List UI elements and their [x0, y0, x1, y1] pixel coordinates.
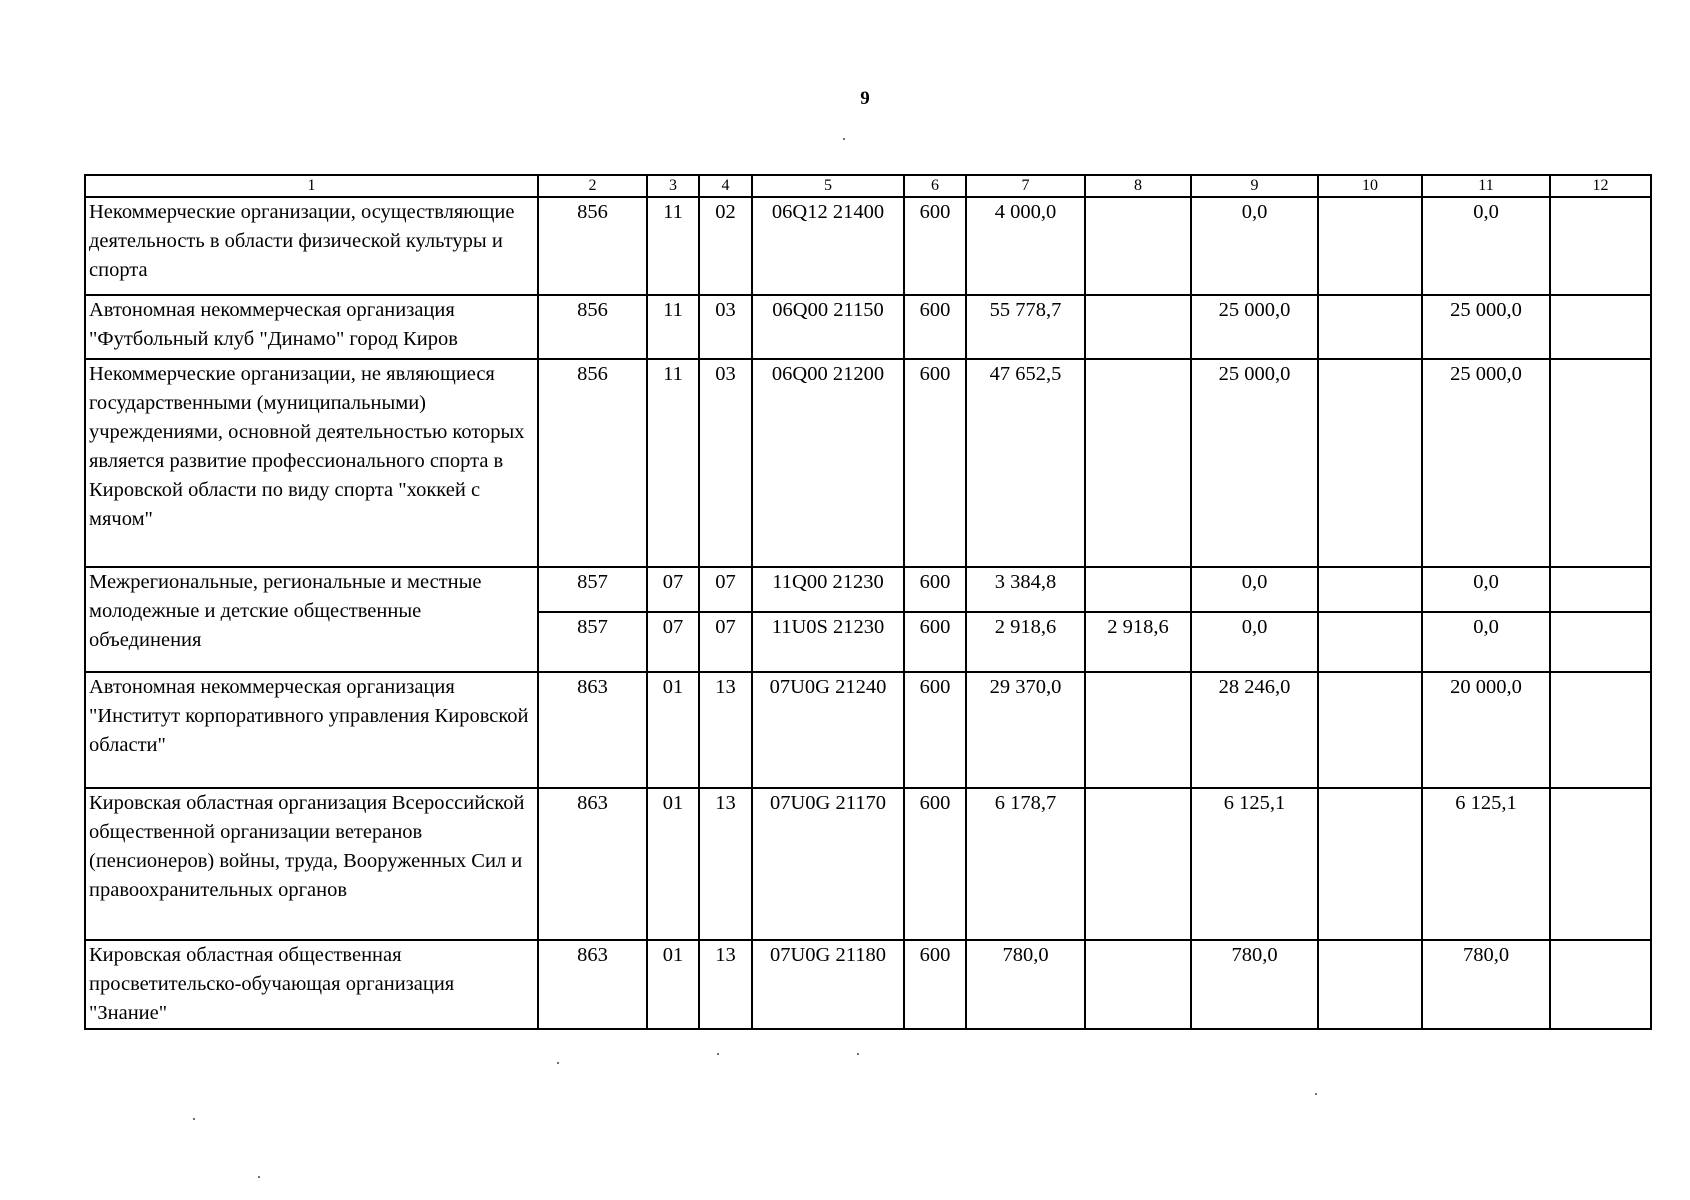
table-cell: 3 384,8: [966, 567, 1085, 612]
table-cell: 0,0: [1191, 567, 1318, 612]
table-cell: 03: [699, 295, 752, 359]
scan-speck: [857, 1053, 859, 1055]
scan-speck: [557, 1062, 559, 1064]
column-header: 11: [1422, 175, 1550, 197]
table-cell: 6 125,1: [1191, 788, 1318, 940]
table-cell: 07: [647, 567, 699, 612]
table-cell: 600: [904, 672, 966, 788]
table-cell: 06Q00 21150: [752, 295, 904, 359]
table-cell: 600: [904, 295, 966, 359]
table-cell: [1550, 788, 1651, 940]
table-cell: 863: [538, 940, 647, 1029]
organization-name: Кировская областная организация Всероссийской общественной организации ветеранов (пенсионеров) войны, труда, Вооруженных Сил и правоохранительных органов: [85, 788, 538, 940]
table-cell: [1085, 197, 1191, 295]
table-cell: 0,0: [1422, 612, 1550, 672]
table-cell: [1318, 197, 1422, 295]
budget-table: [84, 174, 1652, 1030]
organization-name: Кировская областная общественная просветительско-обучающая организация "Знание": [85, 940, 538, 1029]
column-header: 6: [904, 175, 966, 197]
table-cell: 863: [538, 788, 647, 940]
table-cell: 2 918,6: [1085, 612, 1191, 672]
organization-name: Автономная некоммерческая организация "Институт корпоративного управления Кировской области": [85, 672, 538, 788]
table-row: [85, 359, 1651, 567]
table-cell: 07U0G 21170: [752, 788, 904, 940]
table-cell: 06Q00 21200: [752, 359, 904, 567]
table-cell: [1318, 612, 1422, 672]
column-header: 1: [85, 175, 538, 197]
table-cell: [1318, 359, 1422, 567]
table-cell: 857: [538, 612, 647, 672]
table-cell: [1318, 295, 1422, 359]
table-cell: 07: [647, 612, 699, 672]
column-header: 4: [699, 175, 752, 197]
column-header: 5: [752, 175, 904, 197]
table-cell: [1318, 788, 1422, 940]
organization-name: Некоммерческие организации, осуществляющие деятельность в области физической культуры и спорта: [85, 197, 538, 295]
table-cell: 600: [904, 612, 966, 672]
table-cell: [1550, 197, 1651, 295]
table-cell: 856: [538, 295, 647, 359]
table-cell: [1550, 612, 1651, 672]
table-cell: [1085, 295, 1191, 359]
table-cell: 07U0G 21180: [752, 940, 904, 1029]
table-cell: 01: [647, 672, 699, 788]
table-row: [85, 295, 1651, 359]
scan-speck: [843, 138, 845, 140]
table-cell: [1085, 567, 1191, 612]
table-cell: [1550, 359, 1651, 567]
table-cell: 07: [699, 612, 752, 672]
column-header: 9: [1191, 175, 1318, 197]
scan-speck: [717, 1053, 719, 1055]
table-row: [85, 940, 1651, 1029]
table-cell: 13: [699, 672, 752, 788]
table-cell: 55 778,7: [966, 295, 1085, 359]
table-cell: [1550, 295, 1651, 359]
table-cell: 0,0: [1422, 567, 1550, 612]
scan-speck: [1315, 1093, 1317, 1095]
table-cell: 02: [699, 197, 752, 295]
table-cell: 01: [647, 788, 699, 940]
table-cell: [1085, 788, 1191, 940]
table-cell: 6 125,1: [1422, 788, 1550, 940]
table-cell: 600: [904, 197, 966, 295]
column-header: 12: [1550, 175, 1651, 197]
column-header: 2: [538, 175, 647, 197]
table-cell: 11U0S 21230: [752, 612, 904, 672]
table-cell: 29 370,0: [966, 672, 1085, 788]
table-cell: 856: [538, 359, 647, 567]
table-cell: 0,0: [1191, 612, 1318, 672]
table-cell: 0,0: [1422, 197, 1550, 295]
table-row: [85, 567, 1651, 612]
table-cell: [1318, 940, 1422, 1029]
table-cell: 11: [647, 197, 699, 295]
table-cell: 07U0G 21240: [752, 672, 904, 788]
table-cell: [1550, 567, 1651, 612]
table-cell: 25 000,0: [1422, 295, 1550, 359]
table-cell: 03: [699, 359, 752, 567]
table-cell: 600: [904, 359, 966, 567]
header-row: [85, 175, 1651, 197]
table-cell: 780,0: [966, 940, 1085, 1029]
table-cell: [1550, 672, 1651, 788]
table-cell: 857: [538, 567, 647, 612]
table-cell: 600: [904, 940, 966, 1029]
table-cell: 11: [647, 295, 699, 359]
table-row: [85, 197, 1651, 295]
table-cell: 07: [699, 567, 752, 612]
table-cell: 47 652,5: [966, 359, 1085, 567]
organization-name: Автономная некоммерческая организация "Футбольный клуб "Динамо" город Киров: [85, 295, 538, 359]
table-cell: 13: [699, 788, 752, 940]
table-cell: 28 246,0: [1191, 672, 1318, 788]
scan-speck: [193, 1118, 195, 1120]
column-header: 8: [1085, 175, 1191, 197]
table-cell: 01: [647, 940, 699, 1029]
table-cell: 600: [904, 567, 966, 612]
scan-speck: [258, 1176, 260, 1178]
table-cell: 25 000,0: [1191, 359, 1318, 567]
organization-name: Некоммерческие организации, не являющиеся государственными (муниципальными) учреждениями, основной деятельностью которых является развитие профессионального спорта в Кировской области по виду спорта "хоккей с мячом": [85, 359, 538, 567]
page-number: 9: [860, 88, 870, 109]
table-cell: 25 000,0: [1191, 295, 1318, 359]
table-cell: 600: [904, 788, 966, 940]
table-cell: 4 000,0: [966, 197, 1085, 295]
table-cell: 0,0: [1191, 197, 1318, 295]
table-cell: 25 000,0: [1422, 359, 1550, 567]
table-cell: 780,0: [1422, 940, 1550, 1029]
table-cell: 780,0: [1191, 940, 1318, 1029]
table-row: [85, 672, 1651, 788]
table-cell: [1550, 940, 1651, 1029]
table-cell: [1085, 672, 1191, 788]
table-cell: [1085, 940, 1191, 1029]
table-cell: [1318, 567, 1422, 612]
table-cell: 11Q00 21230: [752, 567, 904, 612]
column-header: 7: [966, 175, 1085, 197]
table-cell: 13: [699, 940, 752, 1029]
table-cell: 20 000,0: [1422, 672, 1550, 788]
table-cell: 06Q12 21400: [752, 197, 904, 295]
column-header: 10: [1318, 175, 1422, 197]
table-cell: 6 178,7: [966, 788, 1085, 940]
table-row: [85, 788, 1651, 940]
table-cell: [1318, 672, 1422, 788]
column-header: 3: [647, 175, 699, 197]
table-cell: 856: [538, 197, 647, 295]
table-cell: 11: [647, 359, 699, 567]
table-cell: 2 918,6: [966, 612, 1085, 672]
table-cell: 863: [538, 672, 647, 788]
organization-name: Межрегиональные, региональные и местные молодежные и детские общественные объединения: [85, 567, 538, 672]
table-cell: [1085, 359, 1191, 567]
